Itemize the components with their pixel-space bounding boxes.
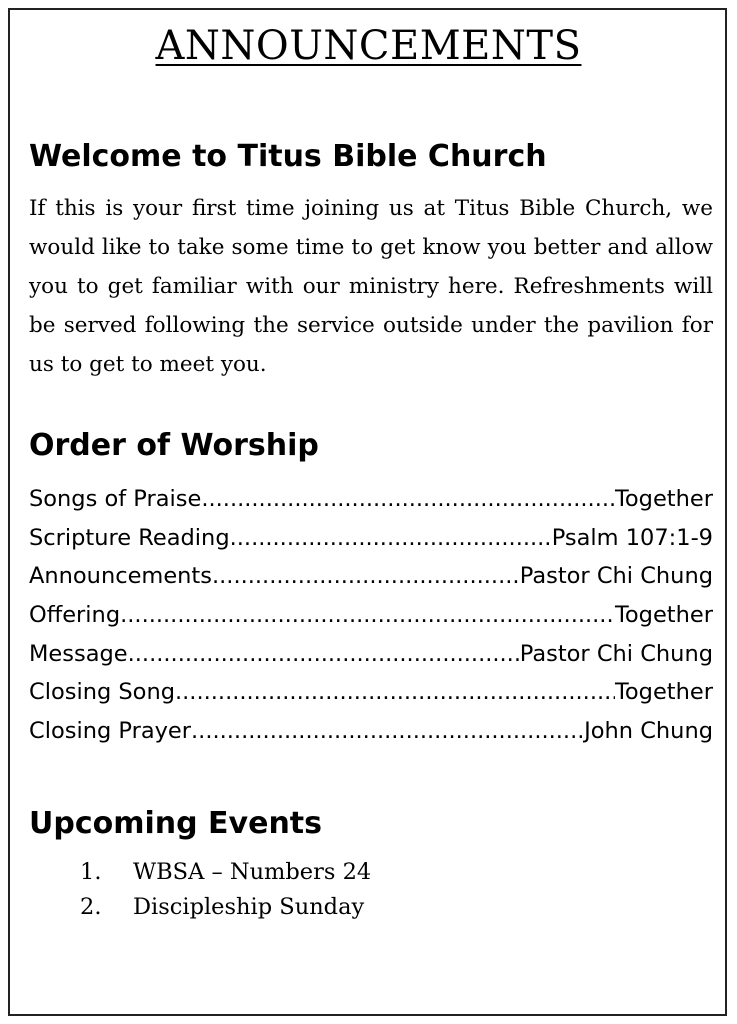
event-number: 1. [80, 859, 102, 885]
worship-leader-name: Pastor Chi Chung [519, 640, 713, 667]
worship-row [29, 596, 713, 635]
order-of-worship-heading: Order of Worship [29, 428, 319, 463]
worship-leader-name: Together [615, 602, 713, 629]
worship-item: Announcements [29, 563, 212, 590]
worship-leader-name: John Chung [584, 718, 713, 745]
dot-leader [230, 519, 552, 558]
welcome-heading: Welcome to Titus Bible Church [29, 139, 547, 174]
worship-item: Message [29, 640, 128, 667]
worship-leader-name: Psalm 107:1-9 [551, 524, 713, 551]
dot-leader [175, 673, 615, 712]
event-label: Discipleship Sunday [133, 894, 365, 920]
worship-leader-name: Pastor Chi Chung [519, 563, 713, 590]
worship-row [29, 635, 713, 674]
upcoming-events-heading: Upcoming Events [29, 806, 322, 841]
worship-row [29, 557, 713, 596]
worship-row [29, 480, 713, 519]
worship-row [29, 519, 713, 558]
dot-leader [191, 712, 584, 751]
worship-item: Scripture Reading [29, 524, 230, 551]
worship-item: Closing Song [29, 679, 175, 706]
page-title-text: ANNOUNCEMENTS [155, 23, 582, 69]
event-item [80, 855, 371, 890]
event-number: 2. [80, 894, 102, 920]
worship-row [29, 712, 713, 751]
dot-leader [120, 596, 615, 635]
event-item [80, 890, 371, 925]
worship-leader-name: Together [615, 486, 713, 512]
welcome-paragraph: If this is your first time joining us at Titus Bible Church, we would like to take some time to get know you better and allow you to get familiar with our ministry here. Refreshments will be served following the service outside under the pavilion for us to get to meet you. [29, 196, 713, 377]
worship-leader-name: Together [615, 679, 713, 706]
upcoming-events-list [80, 855, 371, 925]
event-label: WBSA – Numbers 24 [133, 859, 372, 885]
order-of-worship-list [29, 480, 713, 751]
dot-leader [201, 480, 615, 519]
page-title [0, 22, 737, 70]
worship-row [29, 673, 713, 712]
dot-leader [128, 635, 520, 674]
worship-item: Songs of Praise [29, 486, 202, 512]
worship-item: Offering [29, 602, 121, 629]
dot-leader [212, 557, 520, 596]
worship-item: Closing Prayer [29, 718, 192, 745]
